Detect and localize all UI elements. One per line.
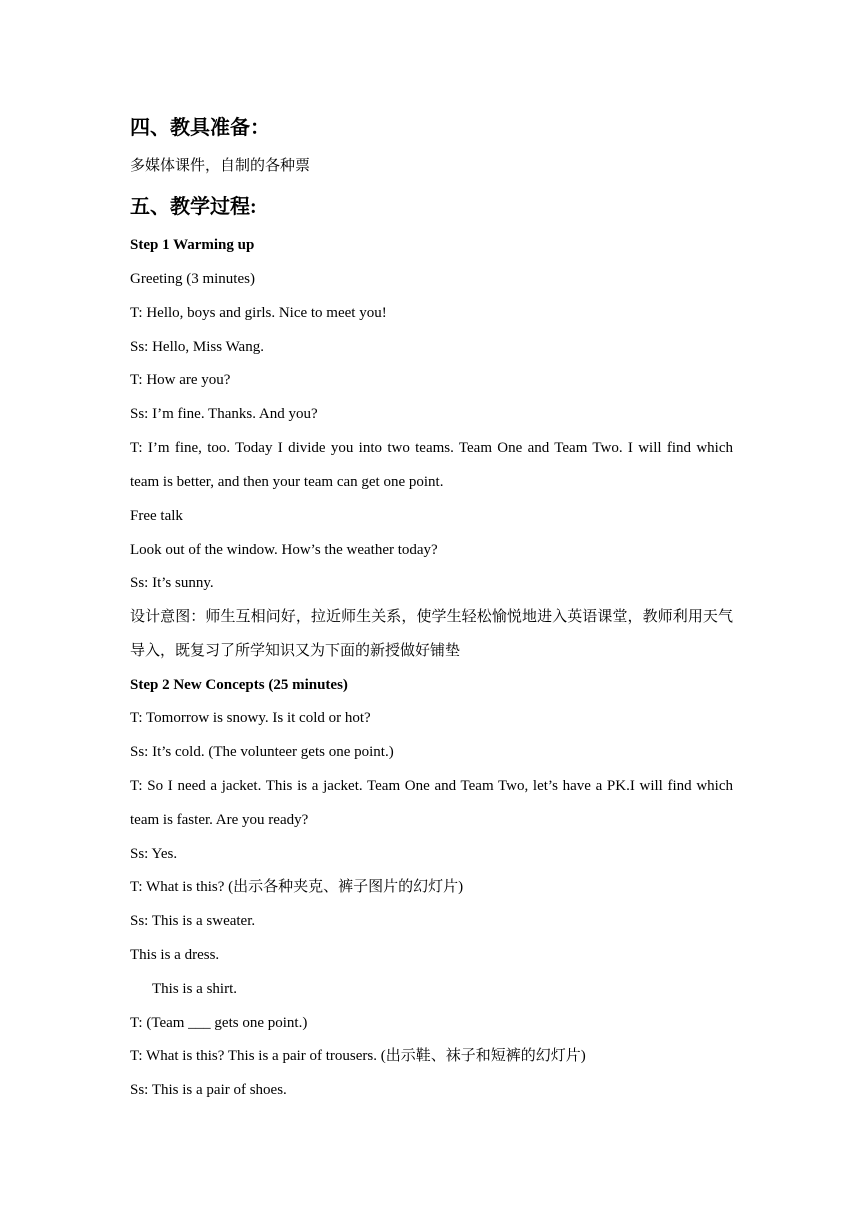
step-1-line: Greeting (3 minutes): [130, 271, 255, 287]
step-1-line: Ss: Hello, Miss Wang.: [130, 339, 264, 355]
section-4-heading: 四、教具准备：: [130, 117, 270, 139]
step-2-line: Ss: This is a pair of shoes.: [130, 1082, 287, 1098]
step-2-line: Ss: It’s cold. (The volunteer gets one point.): [130, 744, 394, 760]
document-page: [130, 0, 733, 1216]
step-1-line: T: Hello, boys and girls. Nice to meet you!: [130, 305, 387, 321]
design-intent-text: 设计意图：师生互相问好，拉近师生关系，使学生轻松愉悦地进入英语课堂，教师利用天气: [130, 609, 733, 625]
step-1-title: Step 1 Warming up: [130, 237, 255, 253]
step-1-line: T: How are you?: [130, 372, 231, 388]
step-2-line: T: What is this? This is a pair of trousers. (出示鞋、袜子和短裤的幻灯片): [130, 1048, 586, 1064]
step-1-line: Free talk: [130, 508, 183, 524]
step-2-line: T: So I need a jacket. This is a jacket. Team One and Team Two, let’s have a PK.I will find which: [130, 778, 733, 794]
step-1-line: Ss: It’s sunny.: [130, 575, 214, 591]
step-2-line: This is a dress.: [130, 947, 220, 963]
section-5-heading: 五、教学过程:: [130, 196, 257, 218]
step-2-line: Ss: This is a sweater.: [130, 913, 256, 929]
step-1-line: team is better, and then your team can get one point.: [130, 474, 444, 490]
design-intent-text: 导入，既复习了所学知识又为下面的新授做好铺垫: [130, 643, 461, 659]
step-2-line: Ss: Yes.: [130, 846, 178, 862]
step-2-line: T: (Team ___ gets one point.): [130, 1015, 308, 1031]
step-1-line: Ss: I’m fine. Thanks. And you?: [130, 406, 318, 422]
step-1-line: T: I’m fine, too. Today I divide you into two teams. Team One and Team Two. I will find which: [130, 440, 733, 456]
step-1-line: Look out of the window. How’s the weather today?: [130, 542, 438, 558]
step-2-line: T: What is this? (出示各种夹克、裤子图片的幻灯片): [130, 879, 464, 895]
step-2-line: team is faster. Are you ready?: [130, 812, 309, 828]
step-2-title: Step 2 New Concepts (25 minutes): [130, 677, 348, 693]
step-2-line: T: Tomorrow is snowy. Is it cold or hot?: [130, 710, 371, 726]
step-2-line: This is a shirt.: [152, 981, 237, 997]
teaching-materials-text: 多媒体课件，自制的各种票: [130, 158, 311, 174]
